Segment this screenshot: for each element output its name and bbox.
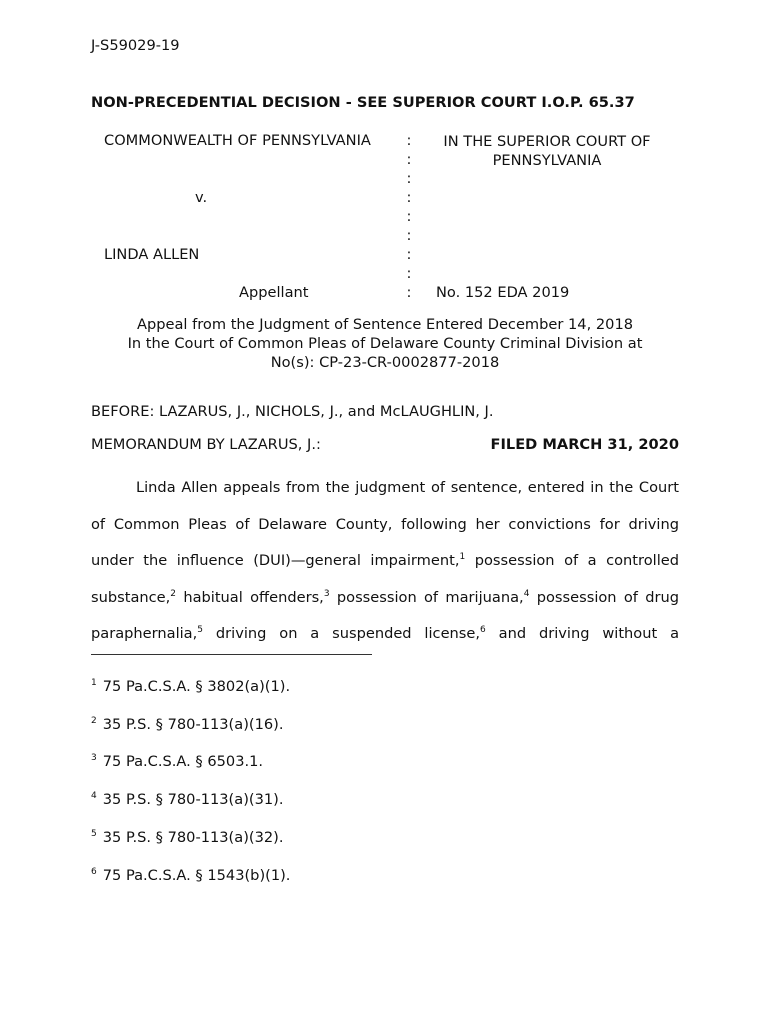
footnote-text: 35 P.S. § 780-113(a)(31). (102, 791, 284, 808)
caption-plaintiff: COMMONWEALTH OF PENNSYLVANIA (104, 132, 371, 149)
footnote (91, 716, 284, 733)
panel-before: BEFORE: LAZARUS, J., NICHOLS, J., and McLAUGHLIN, J. (91, 403, 494, 420)
body-text-segment: Linda Allen appeals from the judgment of sentence, entered in the Court of Common Pleas of Delaware County, following her convictions for driving under the influence (DUI)—general impairment, (91, 479, 679, 569)
body-text-segment: possession of drug paraphernalia, (91, 588, 680, 642)
body-paragraph (91, 470, 679, 653)
body-text-segment: habitual offenders, (176, 588, 324, 606)
caption-colon: : (406, 189, 412, 206)
caption-colon: : (406, 284, 412, 301)
caption-court (420, 132, 674, 170)
caption-colon: : (406, 170, 412, 187)
caption-colon: : (406, 151, 412, 168)
footnote (91, 867, 290, 884)
footnote-number: 1 (91, 678, 97, 689)
footnote-ref[interactable]: 5 (197, 625, 204, 636)
footnote-ref[interactable]: 3 (323, 588, 330, 599)
caption-colon: : (406, 246, 412, 263)
memorandum-body (91, 470, 679, 653)
caption-versus: v. (195, 189, 208, 206)
caption-role: Appellant (239, 284, 309, 301)
footnote-text: 75 Pa.C.S.A. § 1543(b)(1). (102, 867, 291, 884)
body-text-segment: driving on a suspended license, (203, 625, 481, 642)
footnote-number: 6 (91, 867, 97, 878)
document-id: J-S59029-19 (91, 37, 180, 54)
body-text-segment: possession of marijuana, (329, 588, 524, 606)
footnote-number: 3 (91, 753, 97, 764)
footnote-text: 35 P.S. § 780-113(a)(32). (102, 829, 284, 846)
filed-date: FILED MARCH 31, 2020 (490, 436, 679, 453)
footnote-ref[interactable]: 2 (170, 588, 177, 599)
footnote-ref[interactable]: 6 (480, 625, 486, 636)
non-precedential-notice: NON-PRECEDENTIAL DECISION - SEE SUPERIOR COURT I.O.P. 65.37 (91, 94, 635, 111)
appeal-line3: No(s): CP-23-CR-0002877-2018 (270, 354, 500, 371)
caption-docket: No. 152 EDA 2019 (436, 284, 570, 301)
footnote-text: 35 P.S. § 780-113(a)(16). (102, 716, 284, 733)
appeal-line2: In the Court of Common Pleas of Delaware County Criminal Division at (127, 335, 643, 352)
footnote (91, 753, 263, 770)
caption-colon: : (406, 132, 412, 149)
appeal-line1: Appeal from the Judgment of Sentence Entered December 14, 2018 (136, 316, 634, 333)
footnote-number: 5 (91, 829, 97, 840)
footnote (91, 791, 284, 808)
body-text-segment: possession of a controlled substance, (91, 552, 679, 606)
caption-court-line2: PENNSYLVANIA (492, 152, 602, 169)
footnote-number: 4 (91, 791, 97, 802)
caption-colon: : (406, 265, 412, 282)
appeal-statement (91, 315, 679, 372)
footnote-ref[interactable]: 4 (523, 588, 530, 599)
footnote-ref[interactable]: 1 (459, 552, 466, 563)
footnote (91, 678, 290, 695)
caption-court-line1: IN THE SUPERIOR COURT OF (443, 133, 651, 150)
caption-defendant: LINDA ALLEN (104, 246, 200, 263)
caption-colon: : (406, 208, 412, 225)
footnote-number: 2 (91, 716, 97, 727)
footnote (91, 829, 284, 846)
footnote-divider (91, 654, 372, 655)
caption-colon: : (406, 227, 412, 244)
memorandum-author: MEMORANDUM BY LAZARUS, J.: (91, 436, 321, 453)
footnote-text: 75 Pa.C.S.A. § 3802(a)(1). (102, 678, 291, 695)
footnote-text: 75 Pa.C.S.A. § 6503.1. (102, 753, 264, 770)
body-text-segment: and driving without a (485, 625, 680, 642)
